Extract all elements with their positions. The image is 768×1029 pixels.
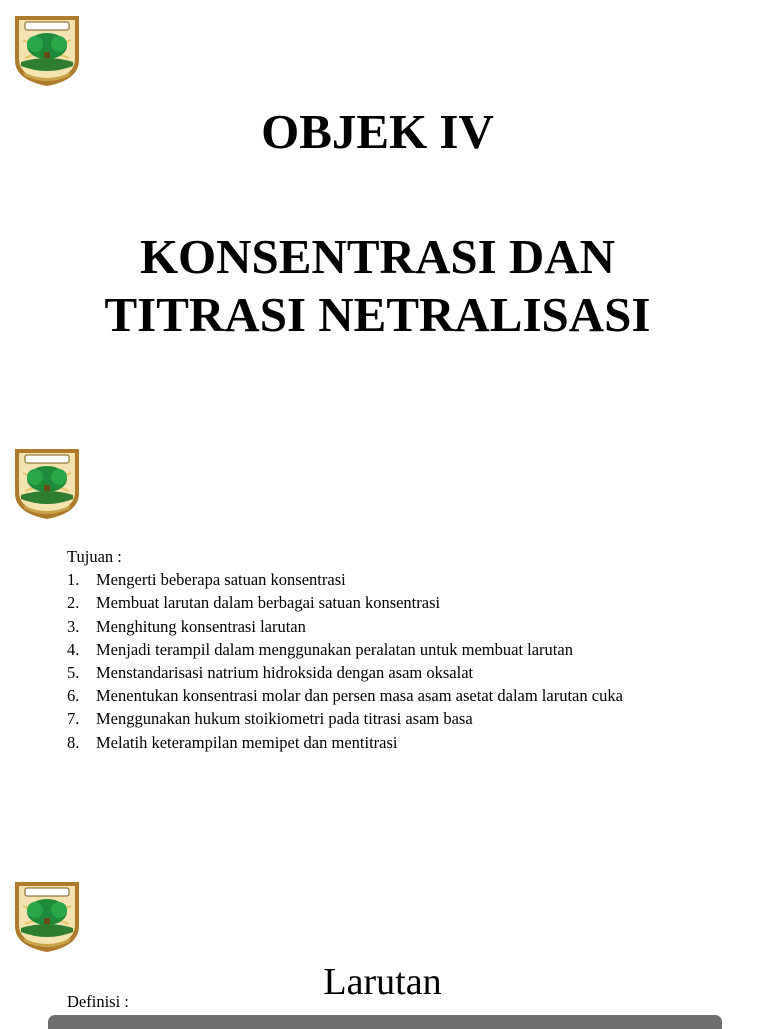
list-item xyxy=(67,591,757,614)
title-line-2: TITRASI NETRALISASI xyxy=(104,287,651,342)
list-item xyxy=(67,568,757,591)
list-item-number: 6. xyxy=(67,686,80,706)
larutan-title: Larutan xyxy=(323,961,442,1003)
list-item-number: 8. xyxy=(67,732,80,752)
list-item-text: Menentukan konsentrasi molar dan persen masa asam asetat dalam larutan cuka xyxy=(96,686,623,706)
list-item-text: Menjadi terampil dalam menggunakan peralatan untuk membuat larutan xyxy=(96,639,573,659)
list-item-text: Mengerti beberapa satuan konsentrasi xyxy=(96,570,346,590)
slide-title xyxy=(0,228,755,344)
university-emblem-icon xyxy=(11,876,83,954)
list-item xyxy=(67,731,757,754)
list-item-text: Menstandarisasi natrium hidroksida dengan asam oksalat xyxy=(96,663,474,683)
tujuan-list xyxy=(67,568,757,754)
list-item xyxy=(67,661,757,684)
tujuan-section xyxy=(67,545,757,754)
list-item-text: Menghitung konsentrasi larutan xyxy=(96,616,306,636)
list-item-number: 1. xyxy=(67,570,80,590)
list-item-number: 3. xyxy=(67,616,80,636)
list-item-text: Melatih keterampilan memipet dan mentitrasi xyxy=(96,732,398,752)
list-item-text: Membuat larutan dalam berbagai satuan konsentrasi xyxy=(96,593,441,613)
list-item xyxy=(67,684,757,707)
objek-heading: OBJEK IV xyxy=(261,104,494,159)
list-item xyxy=(67,638,757,661)
university-emblem-icon xyxy=(11,10,83,88)
university-emblem-icon xyxy=(11,443,83,521)
next-slide-edge xyxy=(48,1015,722,1029)
title-line-1: KONSENTRASI DAN xyxy=(139,229,616,284)
list-item-text: Menggunakan hukum stoikiometri pada titrasi asam basa xyxy=(96,709,473,729)
list-item xyxy=(67,707,757,730)
tujuan-heading: Tujuan : xyxy=(67,547,122,566)
list-item-number: 5. xyxy=(67,663,80,683)
definisi-label: Definisi : xyxy=(67,992,129,1011)
list-item-number: 2. xyxy=(67,593,80,613)
list-item xyxy=(67,615,757,638)
list-item-number: 7. xyxy=(67,709,80,729)
list-item-number: 4. xyxy=(67,639,80,659)
